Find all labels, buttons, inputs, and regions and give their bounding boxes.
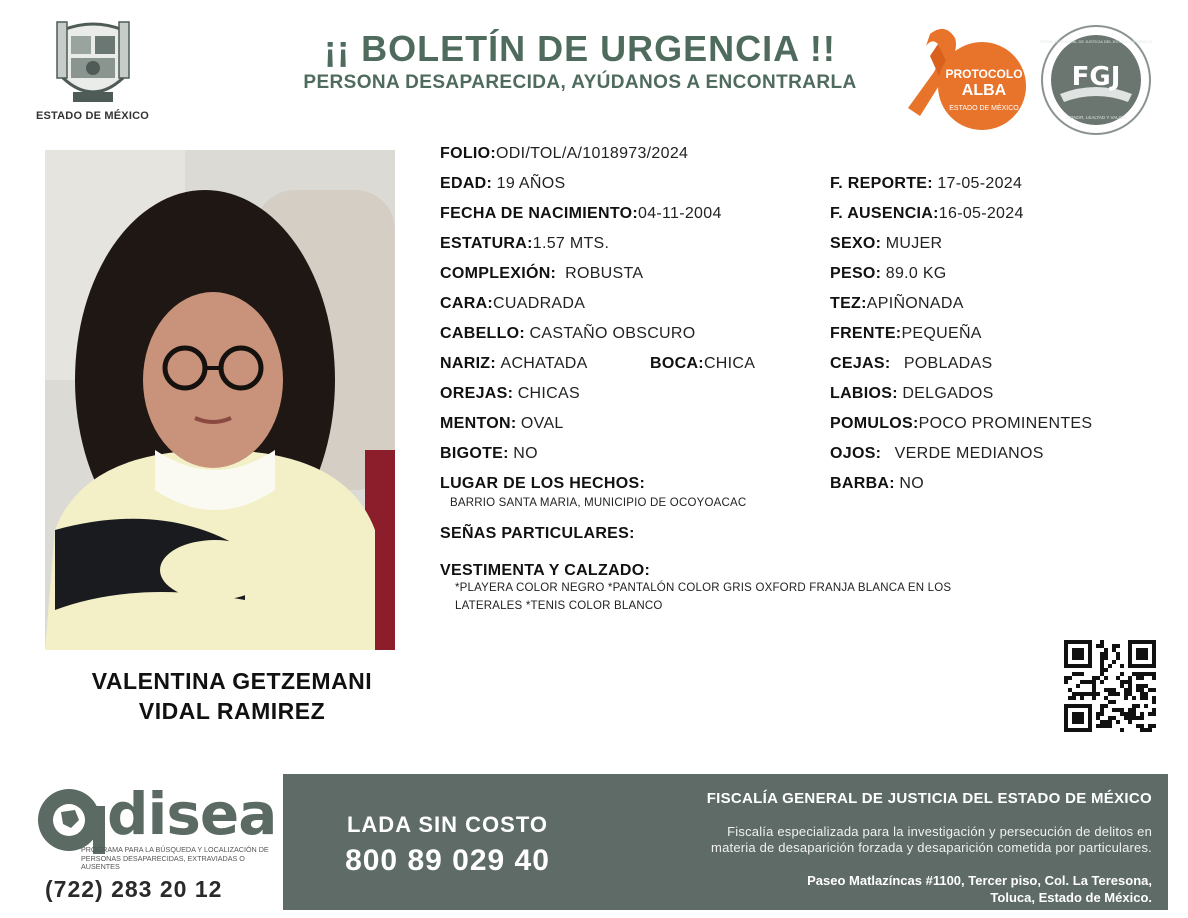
- field-label: FRENTE:: [830, 325, 902, 342]
- field-lugar-hechos: [440, 474, 645, 494]
- field-bigote: [440, 444, 538, 464]
- field-label: SEÑAS PARTICULARES:: [440, 525, 635, 542]
- state-caption: ESTADO DE MÉXICO: [35, 110, 149, 122]
- bulletin-subtitle: PERSONA DESAPARECIDA, AYÚDANOS A ENCONTRARLA: [303, 72, 857, 93]
- field-value: CASTAÑO OBSCURO: [529, 325, 696, 342]
- field-label: BIGOTE:: [440, 445, 509, 462]
- fiscalia-description: [600, 824, 1152, 856]
- field-fecha-reporte: [830, 174, 1022, 194]
- odisea-phone[interactable]: (722) 283 20 12: [45, 876, 223, 902]
- field-ojos: [830, 444, 1044, 464]
- field-value: 89.0 KG: [885, 265, 947, 282]
- field-label: LABIOS:: [830, 385, 898, 402]
- field-value: CUADRADA: [493, 295, 586, 312]
- field-barba: [830, 474, 924, 494]
- field-label: BOCA:: [650, 355, 704, 372]
- field-label: POMULOS:: [830, 415, 919, 432]
- field-label: EDAD:: [440, 175, 493, 192]
- person-photo: [45, 150, 395, 650]
- field-cabello: [440, 324, 696, 344]
- field-value: CHICAS: [517, 385, 580, 402]
- field-tez: [830, 294, 964, 314]
- field-label: F. REPORTE:: [830, 175, 933, 192]
- qr-code-icon: [1064, 640, 1156, 732]
- field-value: ODI/TOL/A/1018973/2024: [496, 145, 689, 162]
- field-value: OVAL: [520, 415, 564, 432]
- coat-of-arms-icon: [53, 18, 133, 106]
- field-label: TEZ:: [830, 295, 867, 312]
- bulletin-header: [250, 28, 910, 94]
- fiscalia-description-line: materia de desaparición forzada y desaparición cometida por particulares.: [711, 840, 1152, 855]
- field-cara: [440, 294, 585, 314]
- person-photo-image: [45, 150, 395, 650]
- field-value: NO: [513, 445, 538, 462]
- field-value: POCO PROMINENTES: [918, 415, 1093, 432]
- field-value: DELGADOS: [902, 385, 994, 402]
- field-sexo: [830, 234, 942, 254]
- odisea-logo: [35, 780, 277, 876]
- field-menton: [440, 414, 564, 434]
- field-value: APIÑONADA: [866, 295, 964, 312]
- field-label: MENTON:: [440, 415, 517, 432]
- person-name: [40, 666, 424, 726]
- field-label: NARIZ:: [440, 355, 497, 372]
- field-vestimenta: [440, 561, 650, 581]
- field-label: VESTIMENTA Y CALZADO:: [440, 562, 651, 579]
- fiscalia-description-line: Fiscalía especializada para la investigación y persecución de delitos en: [727, 824, 1152, 839]
- field-estatura: [440, 234, 609, 254]
- estado-de-mexico-logo: [30, 18, 155, 122]
- field-label: CARA:: [440, 295, 494, 312]
- fgj-letters: FGJ: [1071, 62, 1121, 92]
- address-line: Paseo Matlazíncas #1100, Tercer piso, Col. La Teresona,: [807, 873, 1152, 888]
- field-value: PEQUEÑA: [901, 325, 982, 342]
- field-frente: [830, 324, 982, 344]
- field-fecha-nacimiento: [440, 204, 722, 224]
- field-label: LUGAR DE LOS HECHOS:: [440, 475, 646, 492]
- bulletin-title: ¡¡ BOLETÍN DE URGENCIA !!: [324, 28, 836, 69]
- ribbon-icon: [900, 24, 1030, 134]
- field-label: BARBA:: [830, 475, 895, 492]
- field-labios: [830, 384, 994, 404]
- fiscalia-title: FISCALÍA GENERAL DE JUSTICIA DEL ESTADO DE MÉXICO: [706, 790, 1152, 807]
- field-label: FECHA DE NACIMIENTO:: [440, 205, 638, 222]
- field-peso: [830, 264, 947, 284]
- field-value: 16-05-2024: [938, 205, 1024, 222]
- odisea-program-text: PROGRAMA PARA LA BÚSQUEDA Y LOCALIZACIÓN DE PERSONAS DESAPARECIDAS, EXTRAVIADAS O AUSENTES: [81, 845, 269, 871]
- field-label: PESO:: [830, 265, 882, 282]
- fgj-motto: HONOR, LEALTAD Y VALOR: [1066, 115, 1126, 120]
- field-value: 19 AÑOS: [496, 175, 566, 192]
- field-folio: [440, 144, 688, 164]
- field-senas: [440, 524, 635, 544]
- protocolo-alba-logo: [900, 24, 1030, 134]
- field-lugar-value: BARRIO SANTA MARIA, MUNICIPIO DE OCOYOACAC: [450, 497, 747, 509]
- field-cejas: [830, 354, 993, 374]
- field-label: F. AUSENCIA:: [830, 205, 939, 222]
- fgj-ring-text: FISCALÍA GENERAL DE JUSTICIA DEL ESTADO DE MÉXICO: [1040, 39, 1152, 44]
- field-value: POBLADAS: [903, 355, 993, 372]
- field-label: CABELLO:: [440, 325, 526, 342]
- lada-phone-number[interactable]: 800 89 029 40: [345, 844, 550, 877]
- alba-line1: PROTOCOLO: [945, 67, 1023, 81]
- field-label: SEXO:: [830, 235, 882, 252]
- field-fecha-ausencia: [830, 204, 1024, 224]
- field-vestimenta-value: *PLAYERA COLOR NEGRO *PANTALÓN COLOR GRIS OXFORD FRANJA BLANCA EN LOS LATERALES *TENIS COLOR BLANCO: [455, 582, 952, 612]
- field-label: COMPLEXIÓN:: [440, 265, 557, 282]
- field-label: OJOS:: [830, 445, 882, 462]
- lada-label: LADA SIN COSTO: [346, 812, 548, 837]
- alba-line3: ESTADO DE MÉXICO: [949, 105, 1019, 112]
- field-value: VERDE MEDIANOS: [894, 445, 1044, 462]
- field-nariz: [440, 354, 588, 374]
- field-value: CHICA: [703, 355, 756, 372]
- odisea-wordmark: disea: [107, 780, 277, 848]
- field-boca: [650, 354, 755, 374]
- field-label: OREJAS:: [440, 385, 514, 402]
- field-orejas: [440, 384, 580, 404]
- field-value: 1.57 MTS.: [532, 235, 610, 252]
- field-value: ROBUSTA: [565, 265, 644, 282]
- field-label: FOLIO:: [440, 145, 497, 162]
- field-label: ESTATURA:: [440, 235, 533, 252]
- person-name-line2: VIDAL RAMIREZ: [138, 698, 326, 724]
- alba-line2: ALBA: [961, 82, 1007, 99]
- address-line: Toluca, Estado de México.: [990, 890, 1152, 905]
- qr-code[interactable]: [1064, 640, 1156, 732]
- field-edad: [440, 174, 565, 194]
- fiscalia-address: [600, 872, 1152, 906]
- fgj-seal-icon: [1040, 24, 1152, 136]
- field-complexion: [440, 264, 643, 284]
- fgj-seal: [1040, 24, 1152, 136]
- field-value: 04-11-2004: [638, 205, 722, 222]
- person-name-line1: VALENTINA GETZEMANI: [91, 668, 373, 694]
- field-value: NO: [899, 475, 924, 492]
- field-label: CEJAS:: [830, 355, 891, 372]
- field-value: 17-05-2024: [937, 175, 1023, 192]
- field-value: ACHATADA: [500, 355, 588, 372]
- field-pomulos: [830, 414, 1092, 434]
- field-value: MUJER: [885, 235, 943, 252]
